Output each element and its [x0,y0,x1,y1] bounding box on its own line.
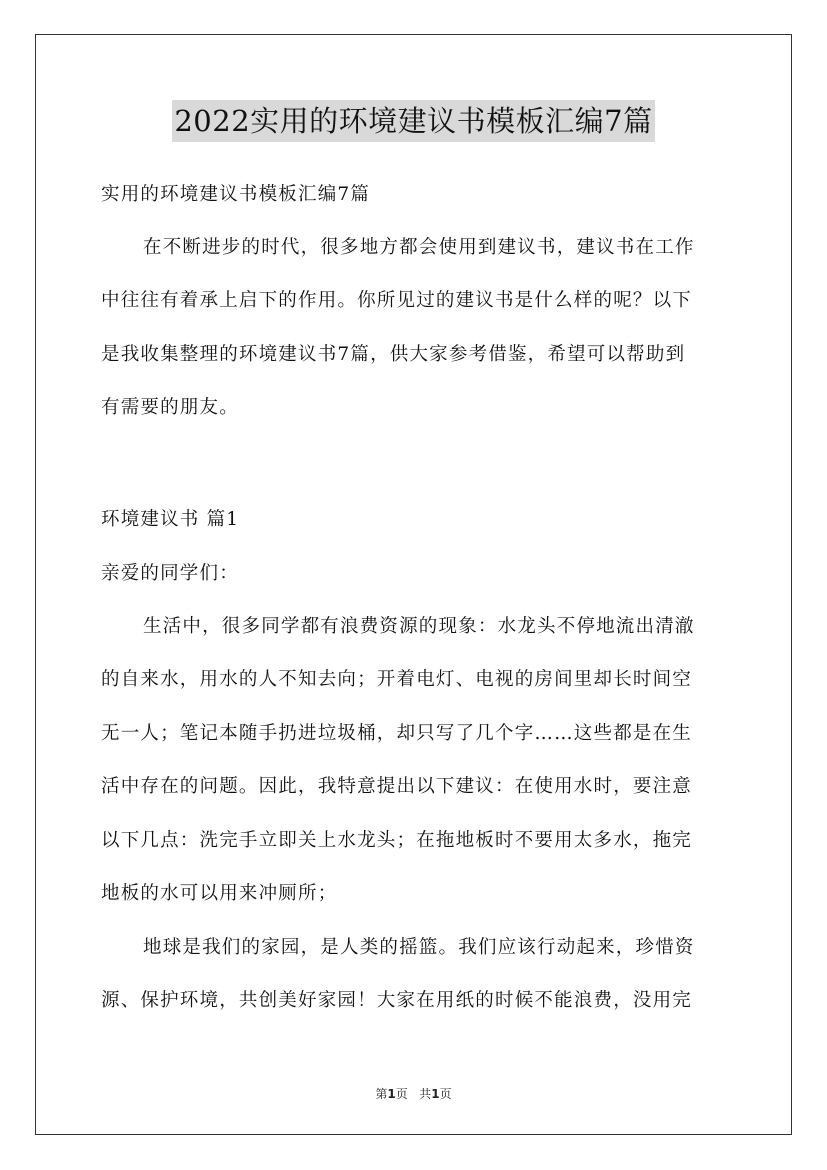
page-prefix: 第 [375,1087,388,1101]
paragraph1-line: 以下几点：洗完手立即关上水龙头；在拖地板时不要用太多水，拖完 [101,830,693,851]
paragraph1-line: 生活中，很多同学都有浪费资源的现象：水龙头不停地流出清澈 [143,616,695,637]
total-prefix: 共 [419,1087,432,1101]
total-pages: 1 [431,1087,440,1101]
paragraph1-line: 的自来水，用水的人不知去向；开着电灯、电视的房间里却长时间空 [101,669,693,690]
subtitle: 实用的环境建议书模板汇编7篇 [101,184,371,205]
page-footer [0,1085,827,1102]
paragraph1-line: 无一人；笔记本随手扔进垃圾桶，却只写了几个字……这些都是在生 [101,723,693,744]
title-wrap [0,100,827,142]
page-title: 2022实用的环境建议书模板汇编7篇 [172,100,654,142]
paragraph2-line: 地球是我们的家园，是人类的摇篮。我们应该行动起来，珍惜资 [143,937,695,958]
intro-line: 中往往有着承上启下的作用。你所见过的建议书是什么样的呢？以下 [101,290,693,311]
intro-line: 在不断进步的时代，很多地方都会使用到建议书，建议书在工作 [143,237,695,258]
paragraph1-line: 活中存在的问题。因此，我特意提出以下建议：在使用水时，要注意 [101,776,693,797]
salutation: 亲爱的同学们： [101,563,239,584]
section-heading: 环境建议书 篇1 [101,509,240,530]
page-suffix: 页 [395,1087,408,1101]
intro-line: 是我收集整理的环境建议书7篇，供大家参考借鉴，希望可以帮助到 [101,344,686,365]
total-suffix: 页 [439,1087,452,1101]
paragraph1-line: 地板的水可以用来冲厕所； [101,883,338,904]
page-number: 1 [387,1087,396,1101]
intro-line: 有需要的朋友。 [101,397,239,418]
paragraph2-line: 源、保护环境，共创美好家园！大家在用纸的时候不能浪费，没用完 [101,990,693,1011]
